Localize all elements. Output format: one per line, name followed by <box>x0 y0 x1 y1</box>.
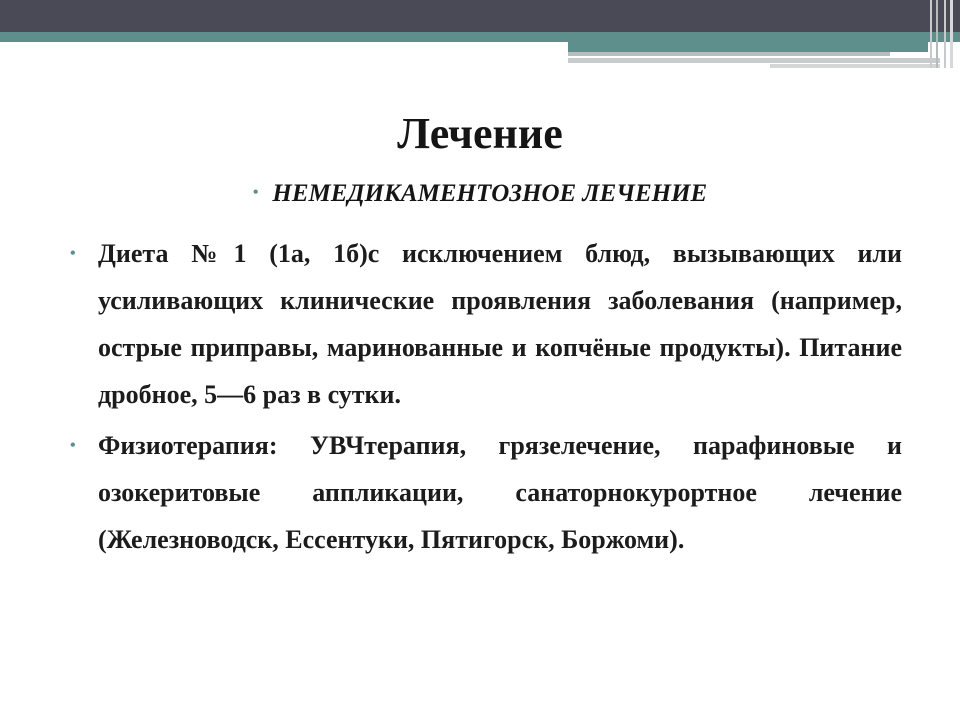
gray-accent-line <box>770 64 940 68</box>
top-decorative-band <box>0 0 960 32</box>
bullet-icon: • <box>252 184 259 201</box>
subtitle-text: НЕМЕДИКАМЕНТОЗНОЕ ЛЕЧЕНИЕ <box>272 180 708 207</box>
gray-accent-line <box>568 58 940 63</box>
list-item-diet <box>70 230 902 418</box>
teal-accent-line <box>0 32 960 42</box>
vertical-stripe <box>950 0 953 68</box>
vertical-stripe <box>930 0 932 68</box>
list-item-physiotherapy <box>70 422 902 563</box>
bullet-icon: • <box>70 437 76 454</box>
vertical-stripe <box>936 0 938 68</box>
list-item-text: Диета №1 (1а, 1б)с исключением блюд, вызывающих или усиливающих клинические проявления заболевания (например, острые приправы, маринованные и копчёные продукты). Питание дробное, 5—6 раз в сутки. <box>98 239 902 409</box>
teal-accent-line-right <box>568 42 928 52</box>
vertical-stripe <box>944 0 946 68</box>
bullet-list <box>70 230 902 567</box>
list-item-text: Физиотерапия: УВЧтерапия, грязелечение, парафиновые и озокеритовые аппликации, санаторнокурортное лечение (Железноводск, Ессентуки, Пятигорск, Боржоми). <box>98 431 902 554</box>
slide-title: Лечение <box>397 109 563 158</box>
subtitle-row <box>0 180 960 208</box>
gray-accent-line <box>568 52 890 56</box>
bullet-icon: • <box>70 245 76 262</box>
